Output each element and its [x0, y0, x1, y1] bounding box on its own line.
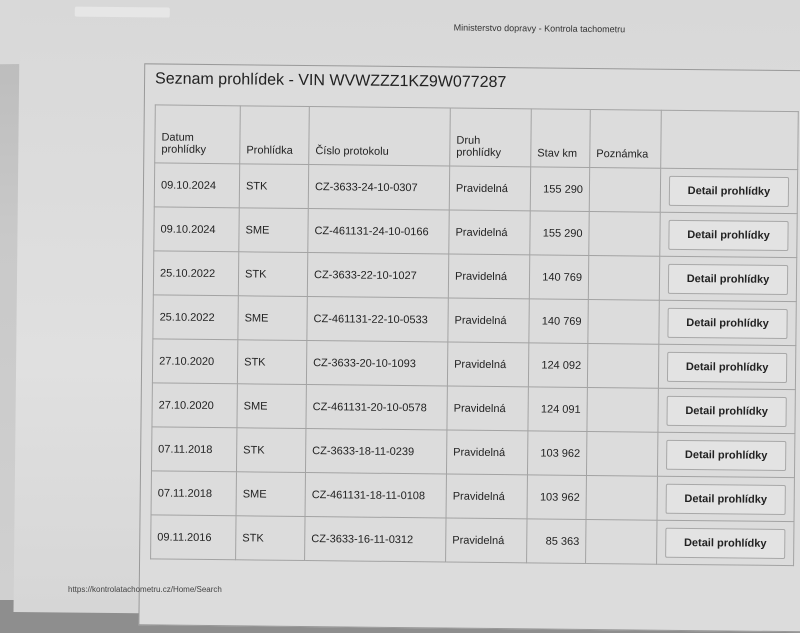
cell-protocol: CZ-3633-22-10-1027	[307, 253, 448, 298]
cell-action	[657, 476, 794, 521]
detail-button[interactable]: Detail prohlídky	[666, 439, 786, 470]
cell-kind: Pravidelná	[449, 166, 530, 211]
cell-kind: Pravidelná	[446, 518, 527, 563]
col-header-km: Stav km	[531, 109, 591, 168]
cell-kind: Pravidelná	[448, 254, 529, 299]
cell-kind: Pravidelná	[448, 298, 529, 343]
cell-note	[587, 343, 658, 388]
cell-note	[586, 475, 657, 520]
cell-type: STK	[236, 516, 305, 561]
cell-type: STK	[236, 428, 305, 473]
detail-button[interactable]: Detail prohlídky	[668, 263, 788, 294]
page-header: Ministerstvo dopravy - Kontrola tachometru	[453, 22, 626, 35]
table-row	[154, 163, 797, 214]
cell-type: STK	[237, 340, 306, 385]
cell-date: 09.10.2024	[154, 163, 239, 208]
cell-type: SME	[238, 296, 307, 341]
detail-button[interactable]: Detail prohlídky	[666, 395, 786, 426]
cell-type: SME	[239, 208, 308, 253]
cell-action	[659, 300, 796, 345]
cell-note	[588, 299, 659, 344]
table-row	[152, 383, 795, 434]
cell-note	[589, 167, 660, 212]
cell-date: 25.10.2022	[153, 295, 238, 340]
cell-type: STK	[238, 252, 307, 297]
cell-protocol: CZ-461131-20-10-0578	[306, 385, 447, 430]
detail-button[interactable]: Detail prohlídky	[668, 219, 788, 250]
table-header-row	[155, 105, 799, 170]
cell-protocol: CZ-461131-18-11-0108	[305, 473, 446, 518]
cell-kind: Pravidelná	[446, 430, 527, 475]
cell-date: 07.11.2018	[151, 427, 236, 472]
col-header-action	[661, 110, 799, 169]
cell-type: SME	[236, 472, 305, 517]
cell-type: STK	[239, 164, 308, 209]
table-row	[153, 251, 796, 302]
col-header-type: Prohlídka	[240, 106, 310, 165]
detail-button[interactable]: Detail prohlídky	[666, 483, 786, 514]
cell-action	[658, 344, 795, 389]
inspection-list-panel	[138, 63, 800, 632]
cell-km: 140 769	[529, 299, 588, 344]
detail-button[interactable]: Detail prohlídky	[669, 175, 789, 206]
page-title: Seznam prohlídek - VIN WVWZZZ1KZ9W077287	[155, 70, 507, 92]
cell-km: 155 290	[530, 167, 589, 212]
cell-note	[588, 255, 659, 300]
cell-date: 07.11.2018	[151, 471, 236, 516]
detail-button[interactable]: Detail prohlídky	[667, 307, 787, 338]
cell-action	[660, 168, 797, 213]
table-row	[153, 295, 796, 346]
cell-protocol: CZ-3633-24-10-0307	[308, 165, 449, 210]
cell-date: 27.10.2020	[152, 339, 237, 384]
top-smudge	[75, 7, 170, 18]
cell-type: SME	[237, 384, 306, 429]
cell-km: 103 962	[527, 431, 586, 476]
cell-note	[589, 211, 660, 256]
footer-url: https://kontrolatachometru.cz/Home/Search	[68, 585, 222, 594]
cell-action	[659, 256, 796, 301]
col-header-date: Datum prohlídky	[155, 105, 241, 164]
cell-date: 27.10.2020	[152, 383, 237, 428]
cell-protocol: CZ-3633-18-11-0239	[305, 429, 446, 474]
cell-date: 25.10.2022	[153, 251, 238, 296]
cell-date: 09.11.2016	[151, 515, 236, 560]
printed-page	[14, 0, 800, 620]
detail-button[interactable]: Detail prohlídky	[667, 351, 787, 382]
cell-action	[660, 212, 797, 257]
detail-button[interactable]: Detail prohlídky	[665, 527, 785, 558]
cell-protocol: CZ-3633-20-10-1093	[306, 341, 447, 386]
cell-action	[658, 388, 795, 433]
cell-action	[657, 520, 794, 565]
cell-km: 124 092	[528, 343, 587, 388]
cell-protocol: CZ-461131-22-10-0533	[307, 297, 448, 342]
table-row	[152, 339, 795, 390]
cell-km: 155 290	[530, 211, 589, 256]
table-row	[151, 427, 794, 478]
table-row	[154, 207, 797, 258]
cell-action	[657, 432, 794, 477]
cell-km: 103 962	[527, 475, 586, 520]
inspection-table	[150, 104, 799, 566]
cell-kind: Pravidelná	[447, 342, 528, 387]
cell-protocol: CZ-461131-24-10-0166	[308, 209, 449, 254]
table-row	[151, 471, 794, 522]
cell-note	[586, 431, 657, 476]
cell-km: 124 091	[528, 387, 587, 432]
cell-note	[586, 519, 657, 564]
cell-kind: Pravidelná	[449, 210, 530, 255]
cell-km: 140 769	[529, 255, 588, 300]
table-row	[151, 515, 794, 566]
cell-note	[587, 387, 658, 432]
col-header-protocol: Číslo protokolu	[309, 107, 451, 166]
col-header-note: Poznámka	[590, 109, 662, 168]
cell-km: 85 363	[527, 519, 586, 564]
cell-date: 09.10.2024	[154, 207, 239, 252]
col-header-kind: Druh prohlídky	[450, 108, 532, 167]
cell-kind: Pravidelná	[447, 386, 528, 431]
cell-kind: Pravidelná	[446, 474, 527, 519]
cell-protocol: CZ-3633-16-11-0312	[305, 517, 446, 562]
